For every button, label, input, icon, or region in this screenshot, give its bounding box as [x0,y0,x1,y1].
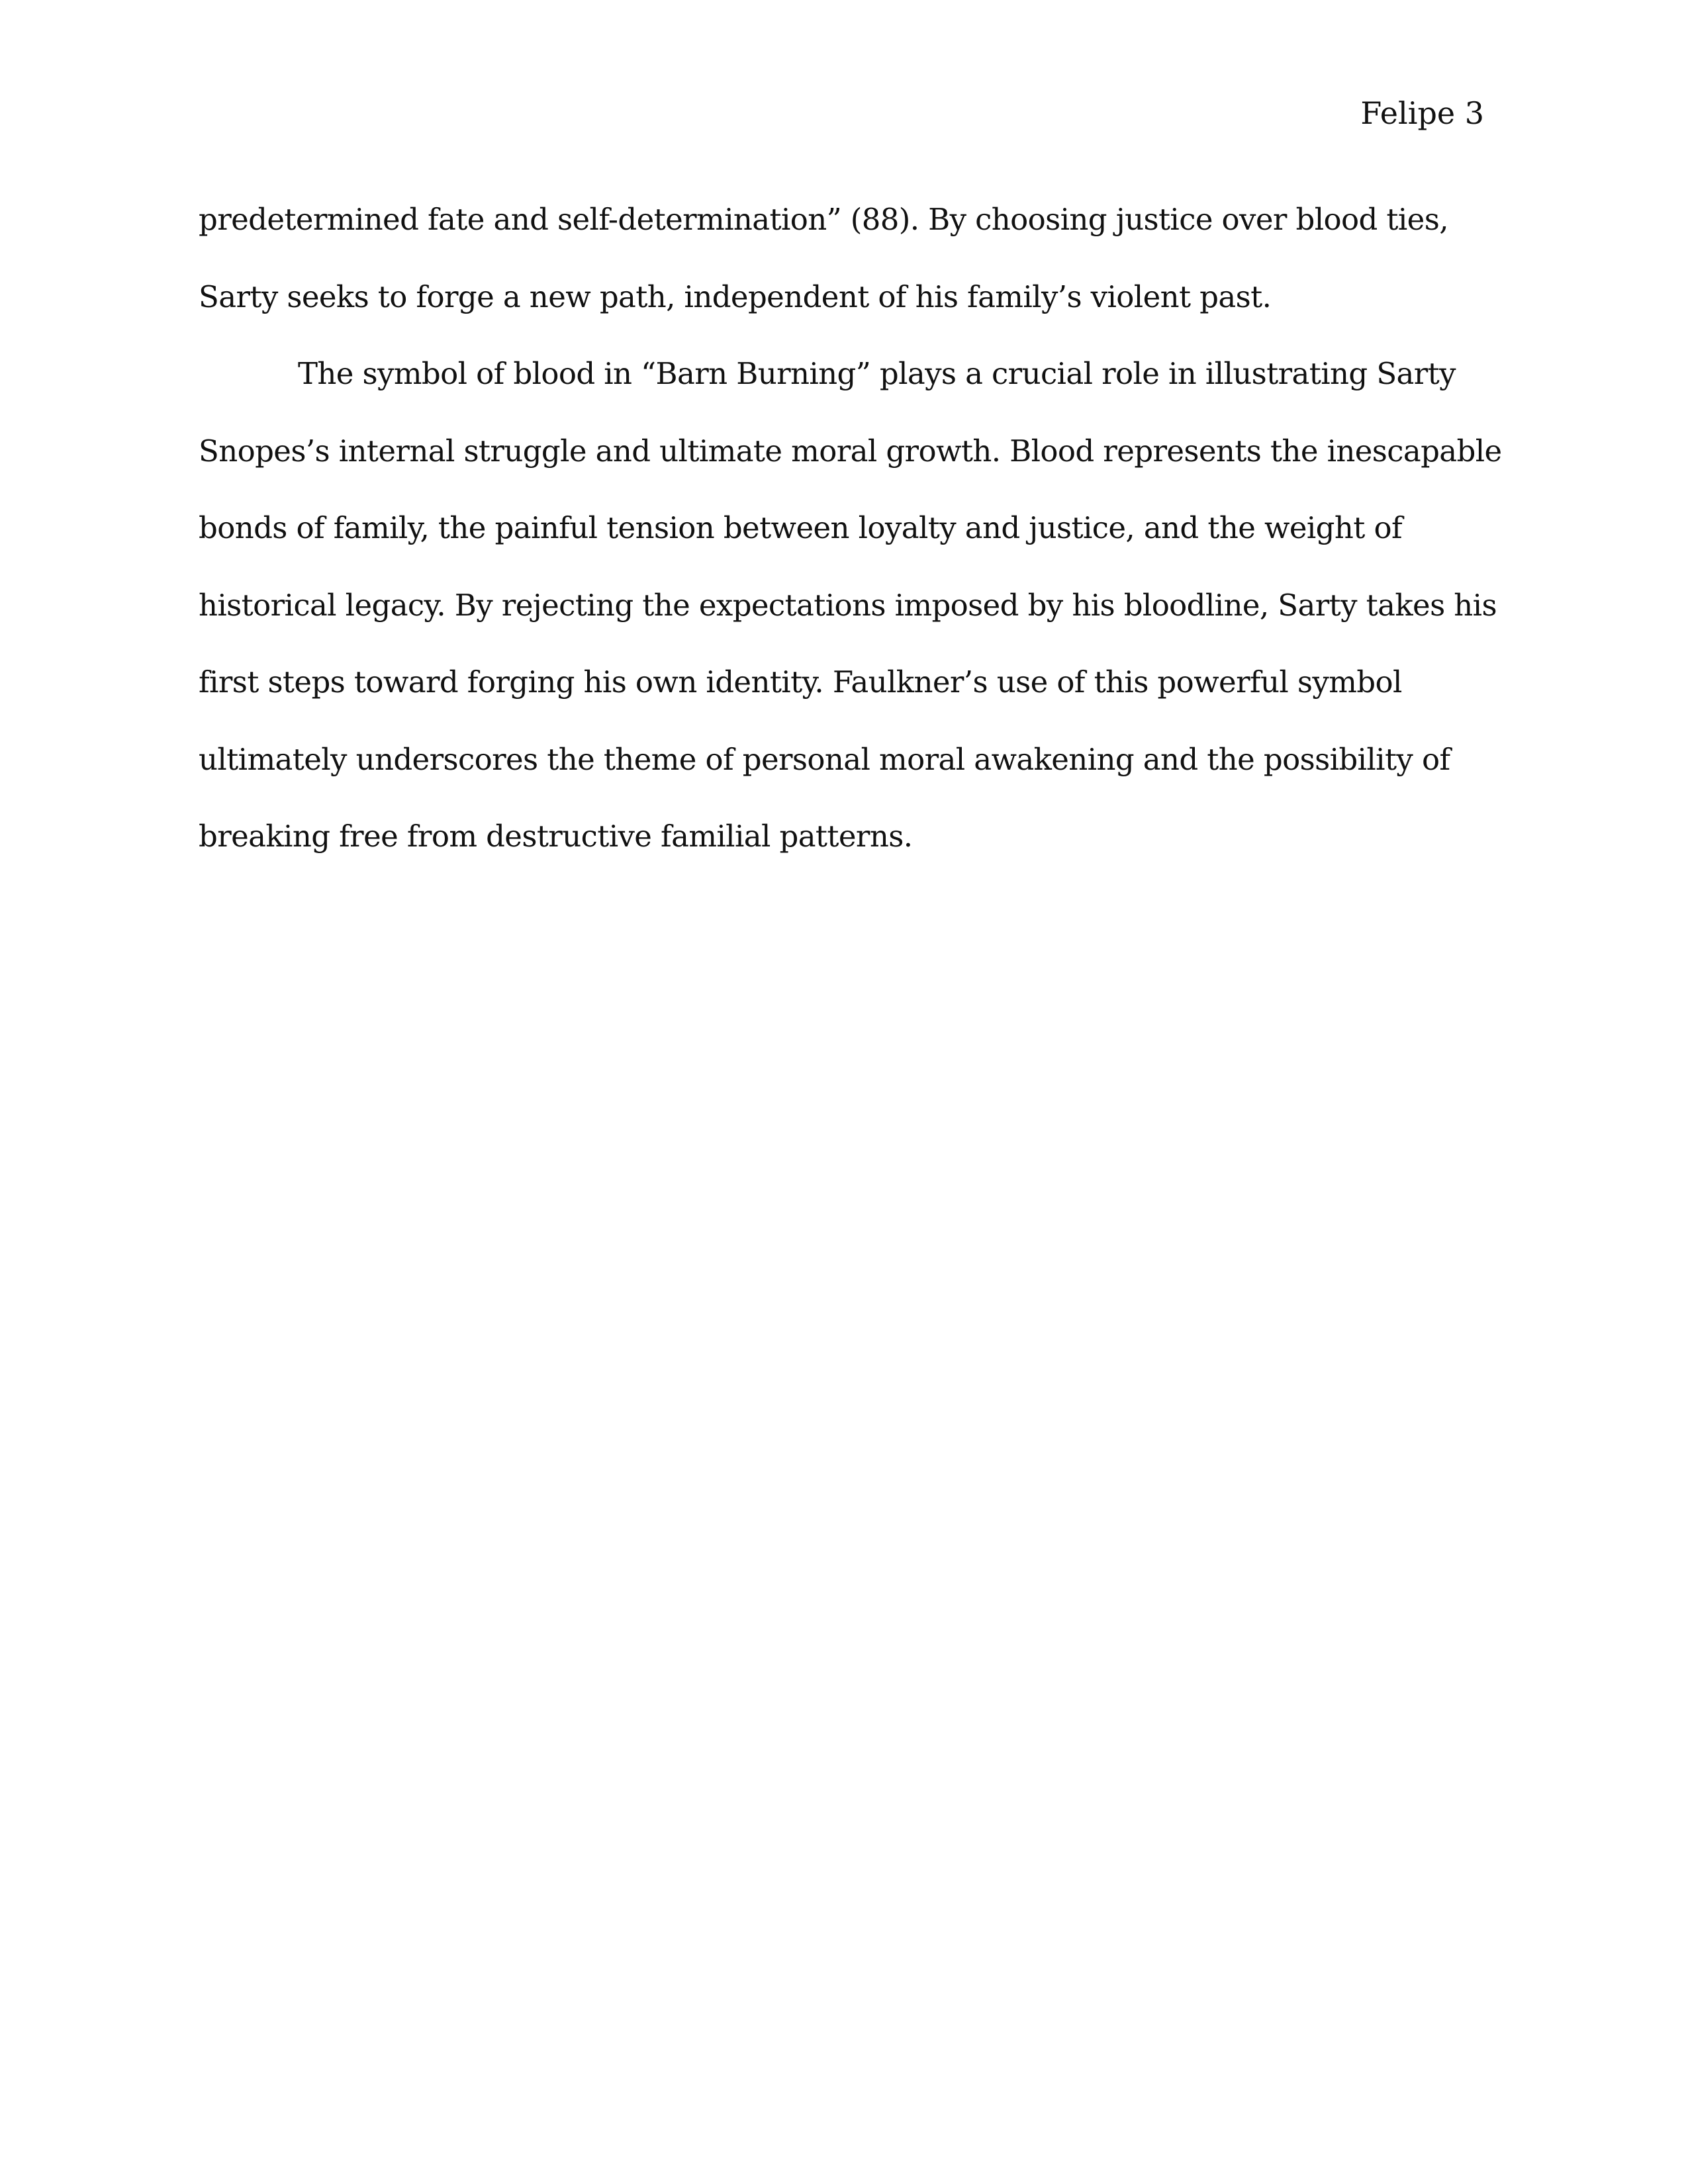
paragraph-first-line: The symbol of blood in “Barn Burning” plays a crucial role in illustrating Sarty [298,356,1456,391]
text-line: predetermined fate and self-determination” (88). By choosing justice over blood ties, [199,202,1448,237]
text-line: Snopes’s internal struggle and ultimate moral growth. Blood represents the inescapable [199,433,1502,469]
text-line: bonds of family, the painful tension between loyalty and justice, and the weight of [199,510,1403,545]
text-line: first steps toward forging his own identity. Faulkner’s use of this powerful symbol [199,664,1402,700]
running-header-page-number: Felipe 3 [1360,95,1484,131]
text-line: ultimately underscores the theme of personal moral awakening and the possibility of [199,741,1450,777]
text-line: historical legacy. By rejecting the expectations imposed by his bloodline, Sarty takes his [199,587,1497,623]
essay-body [199,181,1502,876]
text-line: Sarty seeks to forge a new path, independent of his family’s violent past. [199,279,1272,314]
text-line: breaking free from destructive familial patterns. [199,819,913,854]
